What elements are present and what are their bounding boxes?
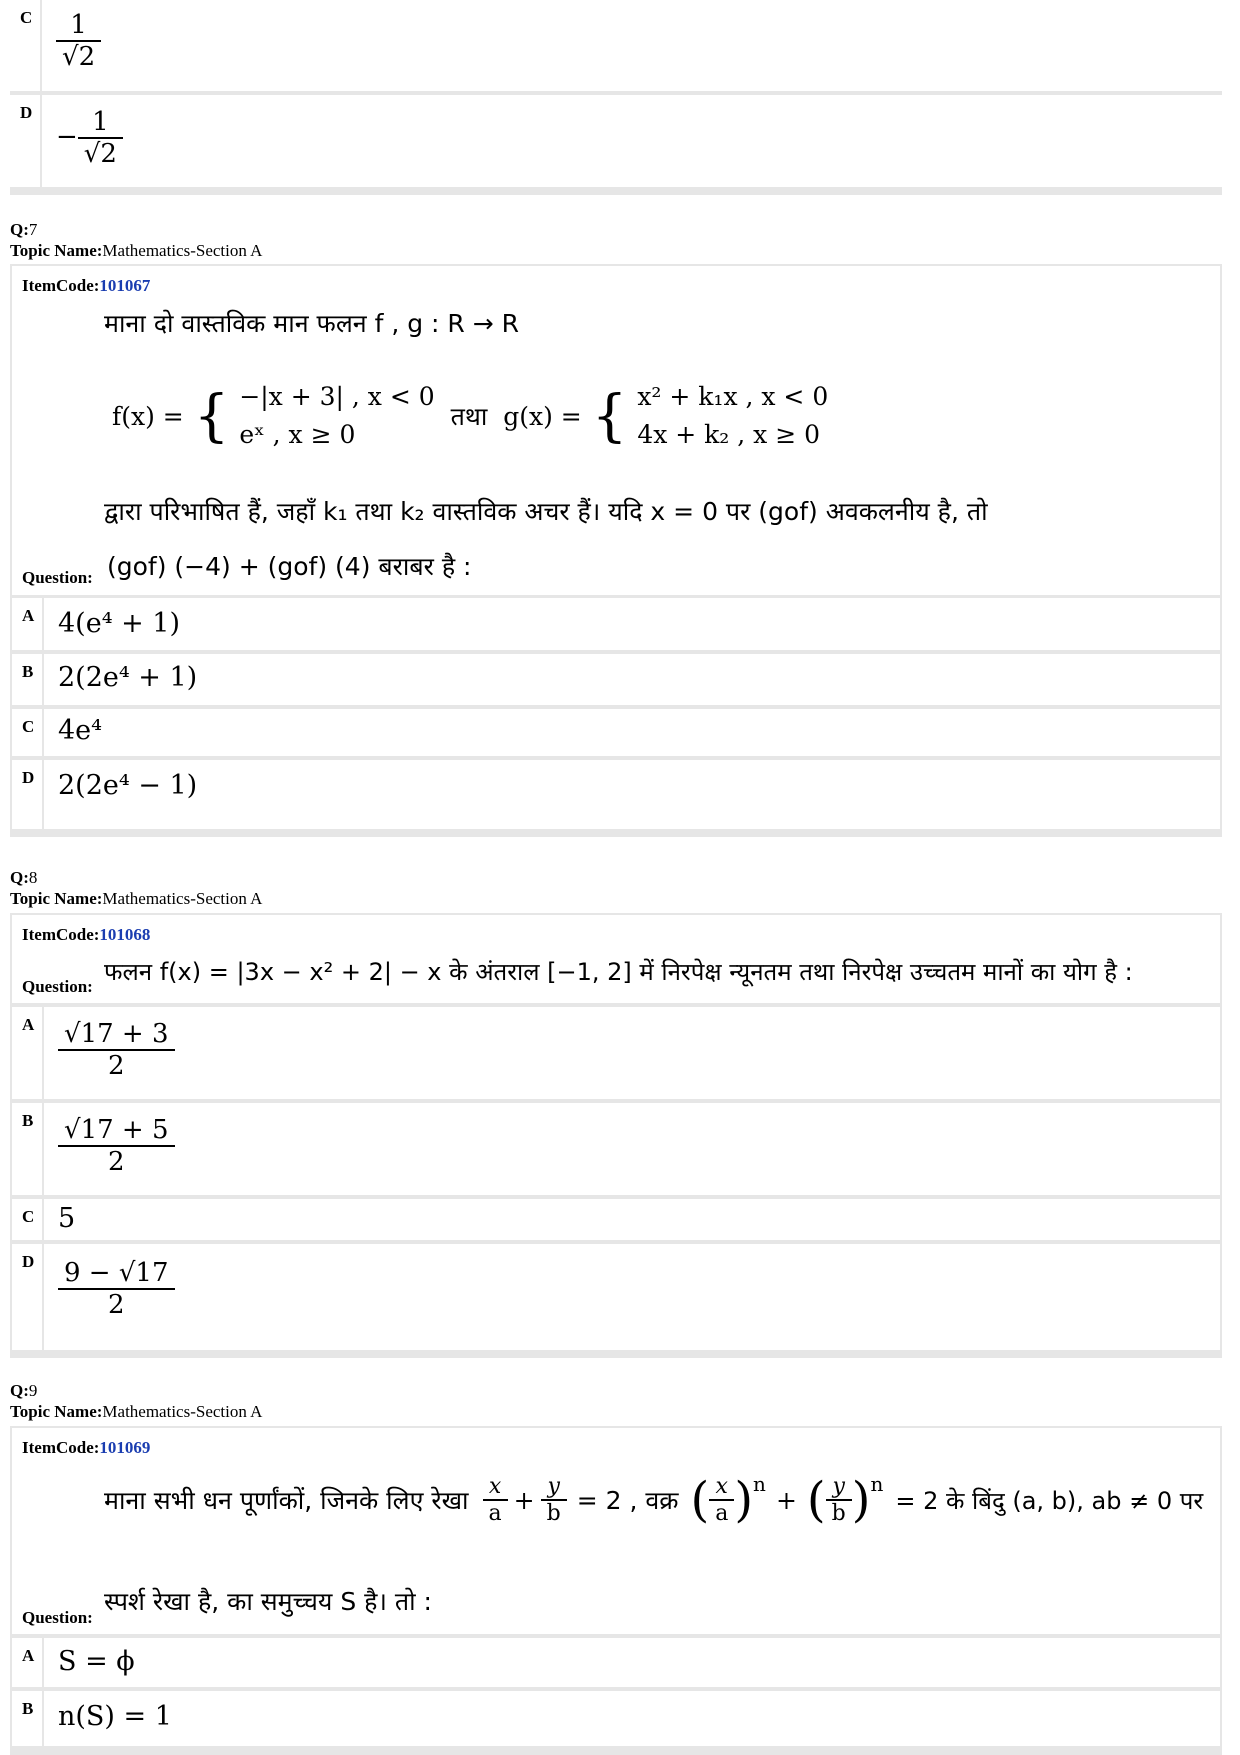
question-text-line: (gof) (−4) + (gof) (4) बराबर है : <box>107 552 472 581</box>
question-block <box>10 1426 1222 1755</box>
question-text-line: द्वारा परिभाषित हैं, जहाँ k₁ तथा k₂ वास्तविक अचर हैं। यदि x = 0 पर (gof) अवकलनीय है, तो <box>104 497 988 526</box>
option-value: 4(e⁴ + 1) <box>58 608 181 639</box>
option-value: 5 <box>58 1203 76 1234</box>
question-text-line: फलन f(x) = |3x − x² + 2| − x के अंतराल [−1, 2] में निरपेक्ष न्यूनतम तथा निरपेक्ष उच्चतम मानों का योग है : <box>104 958 1133 986</box>
option-value: $\frac{1}{√2}$ <box>56 10 101 72</box>
option-row[interactable] <box>10 95 1222 187</box>
question-stem <box>12 266 1220 595</box>
question-number: Q:7 <box>10 220 38 239</box>
question-label: Question: <box>22 977 93 996</box>
option-label: A <box>22 606 35 625</box>
item-code: ItemCode:101069 <box>22 1438 151 1457</box>
option-label: A <box>22 1015 35 1034</box>
option-row[interactable] <box>12 598 1220 650</box>
option-row[interactable] <box>12 1691 1220 1746</box>
option-row[interactable] <box>12 654 1220 705</box>
option-value: $\frac{9 - √17}{2}$ <box>58 1258 175 1320</box>
option-label: C <box>22 717 35 736</box>
question-number: Q:9 <box>10 1381 38 1400</box>
prev-question-options <box>10 0 1222 195</box>
topic-name: Topic Name:Mathematics-Section A <box>10 889 263 908</box>
option-label: A <box>22 1646 35 1665</box>
question-text-line: माना सभी धन पूर्णांकों, जिनके लिए रेखा $\frac{x}{a}$ + $\frac{y}{b}$ = 2 , वक्र ( $\frac{x}{a}$ ) $^n$ + ( $\frac{y}{b}$ ) $^n$ = 2 के बिंदु (a, b), ab ≠ 0 पर <box>104 1472 1204 1528</box>
topic-name: Topic Name:Mathematics-Section A <box>10 1402 263 1421</box>
option-row[interactable] <box>10 0 1222 91</box>
question-stem <box>12 1428 1220 1634</box>
option-row[interactable] <box>12 1638 1220 1687</box>
option-label: D <box>22 1252 35 1271</box>
option-value: 4e⁴ <box>58 715 102 746</box>
option-label: B <box>22 662 34 681</box>
option-value: − $\frac{1}{√2}$ <box>56 107 123 169</box>
option-value: 2(2e⁴ − 1) <box>58 770 198 801</box>
option-row[interactable] <box>12 709 1220 756</box>
option-row[interactable] <box>12 1199 1220 1240</box>
question-text-line: स्पर्श रेखा है, का समुच्चय S है। तो : <box>104 1587 432 1616</box>
option-value: 2(2e⁴ + 1) <box>58 662 198 693</box>
option-value: n(S) = 1 <box>58 1701 172 1732</box>
option-label: B <box>22 1111 34 1130</box>
question-block <box>10 913 1222 1358</box>
option-label: B <box>22 1699 34 1718</box>
topic-name: Topic Name:Mathematics-Section A <box>10 241 263 260</box>
item-code: ItemCode:101068 <box>22 925 151 944</box>
option-label: C <box>22 1207 35 1226</box>
option-row[interactable] <box>12 1007 1220 1099</box>
option-label: D <box>20 103 33 122</box>
option-row[interactable] <box>12 760 1220 829</box>
option-label: C <box>20 8 33 27</box>
option-value: $\frac{√17 + 3}{2}$ <box>58 1019 175 1081</box>
option-row[interactable] <box>12 1244 1220 1350</box>
question-stem <box>12 915 1220 1003</box>
question-number: Q:8 <box>10 868 38 887</box>
question-block <box>10 264 1222 837</box>
option-label: D <box>22 768 35 787</box>
question-text-line: माना दो वास्तविक मान फलन f , g : R → R <box>104 309 519 338</box>
item-code: ItemCode:101067 <box>22 276 151 295</box>
option-value: S = ϕ <box>58 1646 135 1677</box>
option-row[interactable] <box>12 1103 1220 1195</box>
option-value: $\frac{√17 + 5}{2}$ <box>58 1115 175 1177</box>
question-label: Question: <box>22 1608 93 1627</box>
piecewise-definitions: f(x) = { −|x + 3| , x < 0 eˣ , x ≥ 0 तथा g(x) = { x² + k₁x , x < 0 4x + k₂ , x ≥ 0 <box>112 382 829 449</box>
question-label: Question: <box>22 568 93 587</box>
